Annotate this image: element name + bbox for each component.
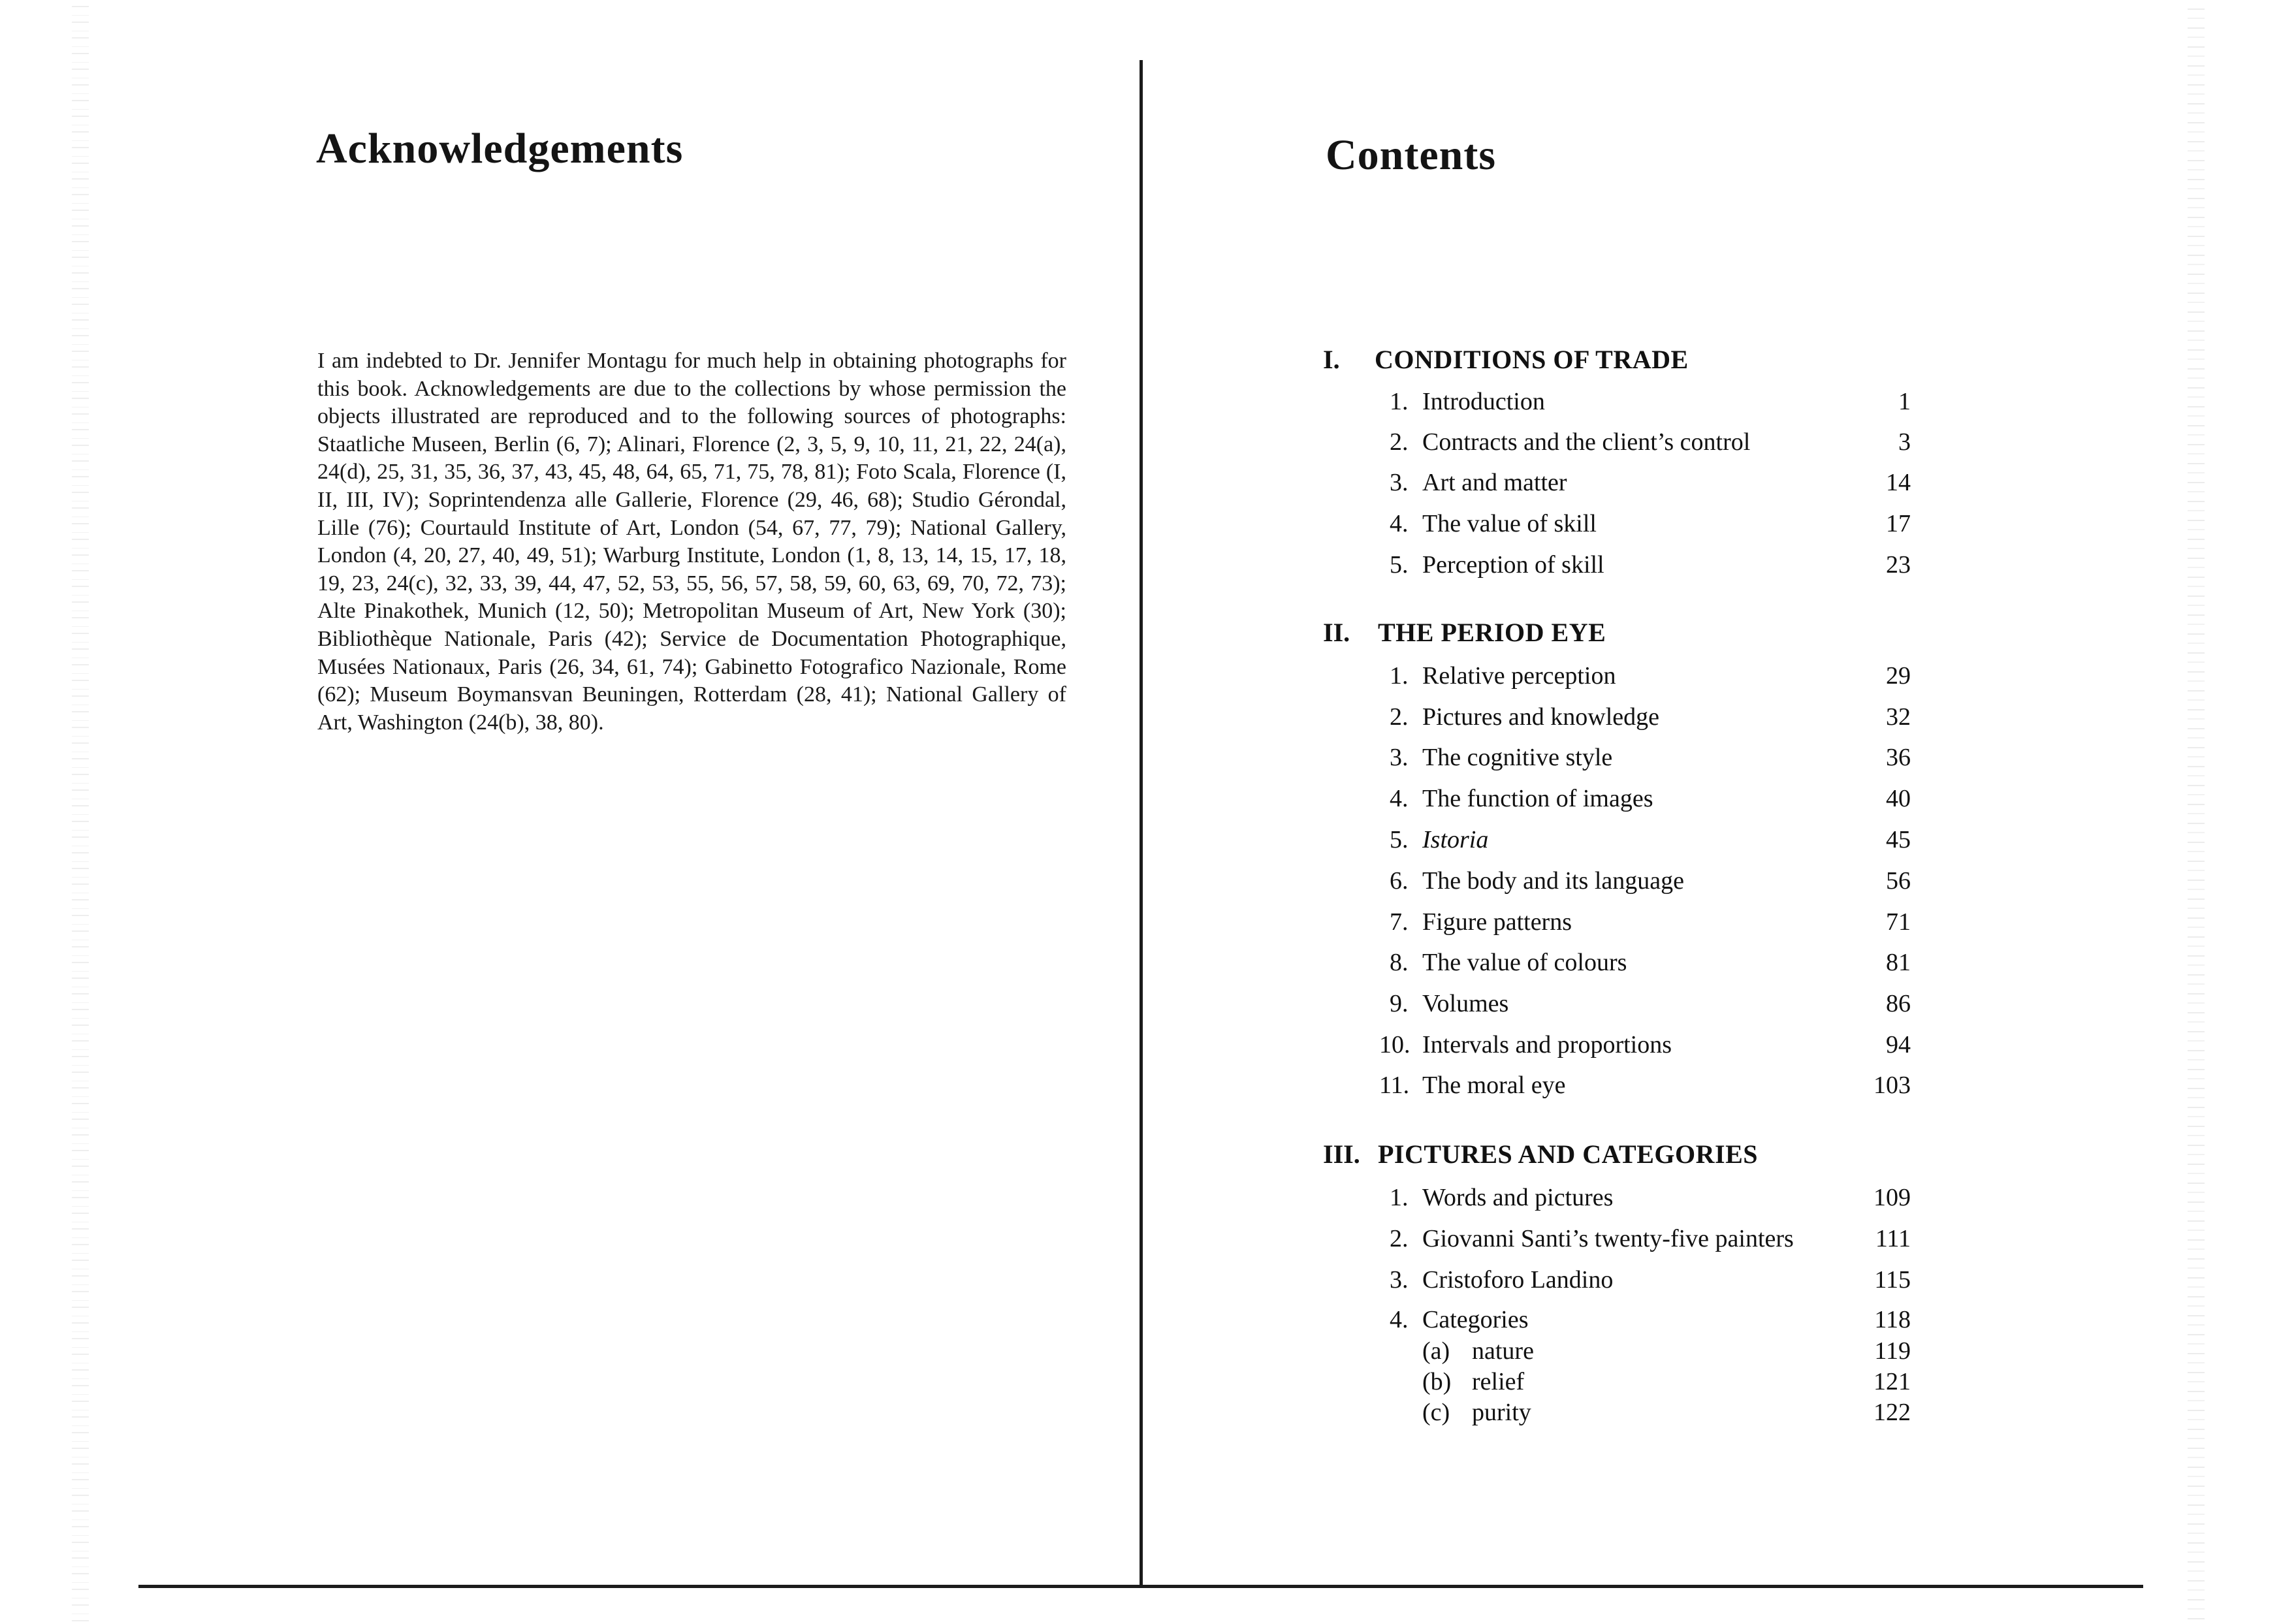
toc-part-1 (1323, 344, 1911, 383)
toc-entry[interactable] (1323, 989, 1911, 1026)
toc-entry[interactable] (1323, 1183, 1911, 1220)
chapter-title: Giovanni Santi’s twenty-five painters (1422, 1225, 1794, 1252)
chapter-title: Perception of skill (1422, 551, 1604, 579)
part-numeral: I. (1323, 345, 1340, 374)
toc-entry[interactable] (1323, 428, 1911, 464)
chapter-number: 4. (1390, 785, 1409, 812)
page-number: 14 (1886, 469, 1911, 496)
chapter-title: The cognitive style (1422, 744, 1613, 771)
contents-heading: Contents (1326, 131, 1497, 179)
subentry-letter: (c) (1422, 1399, 1450, 1426)
chapter-number: 2. (1390, 703, 1409, 731)
chapter-number: 7. (1390, 908, 1409, 936)
subentry-letter: (a) (1422, 1337, 1450, 1365)
toc-entry[interactable] (1323, 703, 1911, 739)
part-numeral: II. (1323, 618, 1350, 647)
chapter-title: Intervals and proportions (1422, 1031, 1672, 1058)
page-number: 40 (1886, 785, 1911, 812)
subentry-title: relief (1472, 1368, 1525, 1395)
part-title: CONDITIONS OF TRADE (1375, 345, 1689, 374)
page-number: 29 (1886, 662, 1911, 690)
chapter-number: 3. (1390, 469, 1409, 496)
chapter-title: Categories (1422, 1306, 1529, 1333)
toc-entry[interactable] (1323, 387, 1911, 424)
chapter-title: Cristoforo Landino (1422, 1266, 1614, 1294)
chapter-title: The moral eye (1422, 1072, 1566, 1099)
toc-part-2 (1323, 617, 1911, 656)
part-title: THE PERIOD EYE (1378, 618, 1606, 647)
toc-entry[interactable] (1323, 948, 1911, 985)
part-numeral: III. (1323, 1139, 1360, 1169)
page-number: 118 (1874, 1306, 1911, 1333)
page-number: 119 (1874, 1337, 1911, 1365)
chapter-title: Istoria (1422, 826, 1489, 853)
page-number: 115 (1874, 1266, 1911, 1294)
page-number: 17 (1886, 510, 1911, 537)
toc-entry[interactable] (1323, 1030, 1911, 1067)
chapter-number: 3. (1390, 744, 1409, 771)
chapter-number: 10. (1379, 1031, 1411, 1058)
chapter-title: Volumes (1422, 990, 1509, 1017)
toc-entry[interactable] (1323, 1265, 1911, 1302)
chapter-title: The function of images (1422, 785, 1653, 812)
toc-subentry[interactable] (1323, 1398, 1911, 1435)
toc-entry[interactable] (1323, 468, 1911, 505)
chapter-number: 1. (1390, 388, 1409, 415)
page-number: 121 (1873, 1368, 1911, 1395)
toc-entry[interactable] (1323, 867, 1911, 903)
scan-edge-left (72, 0, 89, 1622)
chapter-title: Contracts and the client’s control (1422, 428, 1751, 456)
table-of-contents (1323, 0, 1911, 1502)
chapter-number: 9. (1390, 990, 1409, 1017)
chapter-number: 4. (1390, 1306, 1409, 1333)
page-number: 71 (1886, 908, 1911, 936)
chapter-title: Relative perception (1422, 662, 1616, 690)
page-number: 111 (1875, 1225, 1911, 1252)
subentry-title: nature (1472, 1337, 1534, 1365)
toc-entry[interactable] (1323, 908, 1911, 944)
toc-entry[interactable] (1323, 1224, 1911, 1261)
chapter-number: 8. (1390, 949, 1409, 976)
chapter-title: Words and pictures (1422, 1184, 1614, 1211)
page-number: 1 (1898, 388, 1911, 415)
toc-entry[interactable] (1323, 1071, 1911, 1107)
page-bottom-rule (138, 1585, 2143, 1588)
chapter-number: 2. (1390, 428, 1409, 456)
toc-part-3 (1323, 1139, 1911, 1178)
page-number: 32 (1886, 703, 1911, 731)
scan-edge-right (2188, 0, 2205, 1622)
page-number: 81 (1886, 949, 1911, 976)
chapter-title: Introduction (1422, 388, 1545, 415)
page-number: 103 (1873, 1072, 1911, 1099)
chapter-number: 1. (1390, 662, 1409, 690)
part-title: PICTURES AND CATEGORIES (1378, 1139, 1758, 1169)
chapter-title: Figure patterns (1422, 908, 1572, 936)
chapter-number: 3. (1390, 1266, 1409, 1294)
chapter-number: 4. (1390, 510, 1409, 537)
page-number: 94 (1886, 1031, 1911, 1058)
page-number: 56 (1886, 867, 1911, 895)
chapter-title: Art and matter (1422, 469, 1567, 496)
page-number: 109 (1873, 1184, 1911, 1211)
chapter-number: 5. (1390, 551, 1409, 579)
toc-entry[interactable] (1323, 743, 1911, 780)
subentry-title: purity (1472, 1399, 1531, 1426)
chapter-title: The body and its language (1422, 867, 1685, 895)
toc-entry[interactable] (1323, 784, 1911, 821)
toc-entry[interactable] (1323, 661, 1911, 698)
page-number: 45 (1886, 826, 1911, 853)
chapter-number: 1. (1390, 1184, 1409, 1211)
page-number: 36 (1886, 744, 1911, 771)
chapter-number: 6. (1390, 867, 1409, 895)
toc-entry[interactable] (1323, 825, 1911, 862)
chapter-number: 5. (1390, 826, 1409, 853)
acknowledgements-body: I am indebted to Dr. Jennifer Montagu for much help in obtaining photographs for this book. Acknowledgements are due to the collections by whose permission the objects illustrated are reproduced and to the following sources of photographs: Staatliche Museen, Berlin (6, 7); Alinari, Florence (2, 3, 5, 9, 10, 11, 21, 22, 24(a), 24(d), 25, 31, 35, 36, 37, 43, 45, 48, 64, 65, 71, 75, 78, 81); Foto Scala, Florence (I, II, III, IV); Soprintendenza alle Gallerie, Florence (29, 46, 68); Studio Gérondal, Lille (76); Courtauld Institute of Art, London (54, 67, 77, 79); National Gallery, London (4, 20, 27, 40, 49, 51); Warburg Institute, London (1, 8, 13, 14, 15, 17, 18, 19, 23, 24(c), 32, 33, 39, 44, 47, 52, 53, 55, 56, 57, 58, 59, 60, 63, 69, 70, 72, 73); Alte Pinakothek, Munich (12, 50); Metropolitan Museum of Art, New York (30); Bibliothèque Nationale, Paris (42); Service de Documentation Photographique, Musées Nationaux, Paris (26, 34, 61, 74); Gabinetto Fotografico Nazionale, Rome (62); Museum Boymansvan Beuningen, Rotterdam (28, 41); National Gallery of Art, Washington (24(b), 38, 80). (317, 349, 1066, 735)
chapter-number: 11. (1379, 1072, 1410, 1099)
toc-entry[interactable] (1323, 509, 1911, 546)
acknowledgements-heading: Acknowledgements (316, 125, 684, 172)
page-number: 23 (1886, 551, 1911, 579)
chapter-title: Pictures and knowledge (1422, 703, 1660, 731)
chapter-title: The value of skill (1422, 510, 1597, 537)
page-number: 122 (1873, 1399, 1911, 1426)
book-spine (1140, 60, 1143, 1588)
chapter-number: 2. (1390, 1225, 1409, 1252)
subentry-letter: (b) (1422, 1368, 1452, 1395)
page-number: 86 (1886, 990, 1911, 1017)
toc-entry[interactable] (1323, 550, 1911, 587)
chapter-title: The value of colours (1422, 949, 1627, 976)
page-number: 3 (1898, 428, 1911, 456)
